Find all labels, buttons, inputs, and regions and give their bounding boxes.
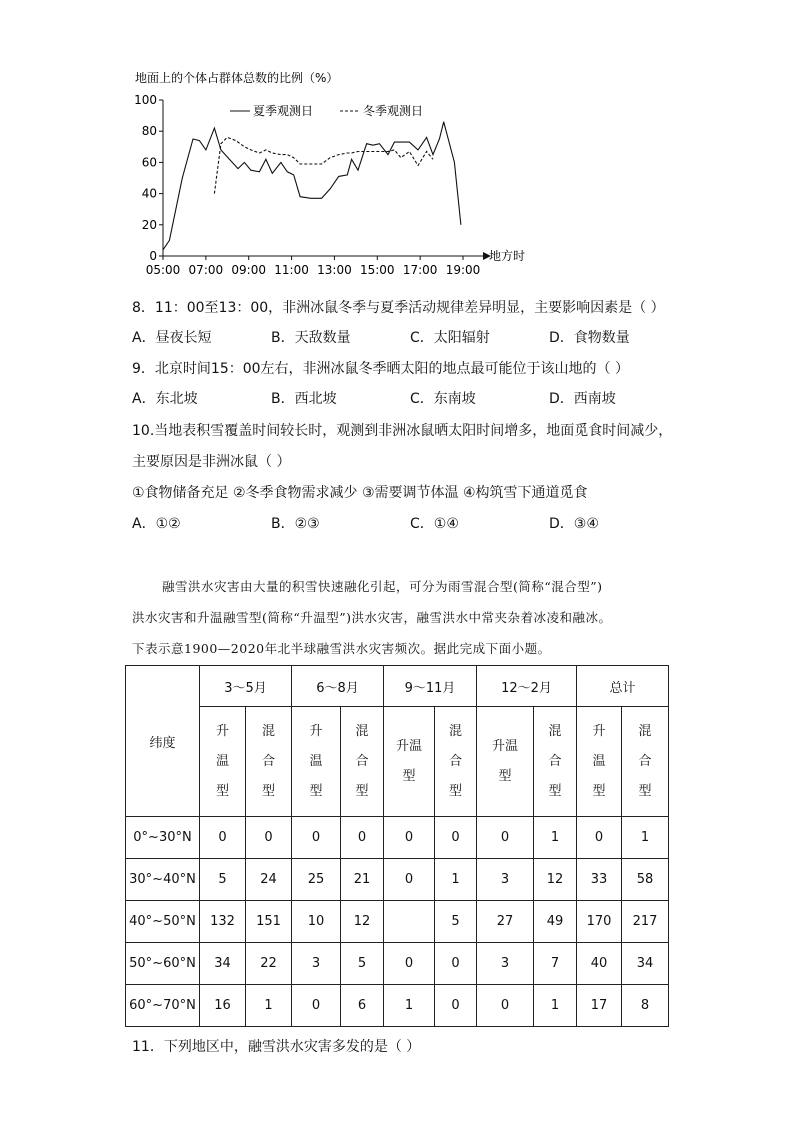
table-cell: 16 [200, 985, 246, 1027]
question-9-option-d[interactable]: D．西南坡 [549, 391, 616, 407]
table-cell: 0 [577, 817, 622, 859]
table-row [126, 901, 669, 943]
table-cell: 5 [435, 901, 477, 943]
question-8-option-a[interactable]: A．昼夜长短 [132, 330, 212, 346]
x-tick-label: 05:00 [145, 263, 181, 277]
table-cell: 1 [384, 985, 435, 1027]
question-10-option-d[interactable]: D．③④ [549, 516, 599, 532]
x-tick-label: 15:00 [359, 263, 395, 277]
table-cell: 0 [477, 817, 534, 859]
table-cell: 151 [246, 901, 292, 943]
table-cell: 6 [341, 985, 384, 1027]
table-cell: 27 [477, 901, 534, 943]
table-type-header: 升温型 [577, 707, 622, 817]
question-8-option-b[interactable]: B．天敌数量 [271, 330, 351, 346]
question-9-stem: 9．北京时间15：00左右，非洲冰鼠冬季晒太阳的地点最可能位于该山地的（ ） [132, 361, 629, 377]
x-tick-label: 13:00 [317, 263, 352, 277]
table-season-autumn: 9～11月 [384, 666, 477, 707]
table-cell: 0 [341, 817, 384, 859]
table-type-header: 升温型 [292, 707, 341, 817]
question-8-stem: 8．11：00至13：00，非洲冰鼠冬季与夏季活动规律差异明显，主要影响因素是（ ） [132, 300, 665, 316]
table-cell: 0 [246, 817, 292, 859]
table-row-latitude: 40°~50°N [126, 901, 200, 943]
question-9-option-c[interactable]: C．东南坡 [410, 391, 476, 407]
table-cell: 21 [341, 859, 384, 901]
question-10-stem-line1: 10.当地表积雪覆盖时间较长时，观测到非洲冰鼠晒太阳时间增多，地面觅食时间减少， [132, 423, 673, 439]
table-cell: 0 [200, 817, 246, 859]
table-cell: 0 [435, 943, 477, 985]
table-cell: 1 [534, 817, 577, 859]
table-cell: 12 [534, 859, 577, 901]
table-cell: 0 [435, 817, 477, 859]
x-tick-label: 11:00 [274, 263, 309, 277]
passage-line-1: 融雪洪水灾害由大量的积雪快速融化引起，可分为雨雪混合型(简称“混合型”) [162, 579, 603, 594]
table-row-latitude: 50°~60°N [126, 943, 200, 985]
table-cell: 7 [534, 943, 577, 985]
table-row [126, 943, 669, 985]
question-8-option-c[interactable]: C．太阳辐射 [410, 330, 490, 346]
chart-x-axis-title: 地方时 [489, 249, 526, 263]
table-type-header: 升温型 [384, 707, 435, 817]
passage-line-3: 下表示意1900—2020年北半球融雪洪水灾害频次。据此完成下面小题。 [132, 641, 551, 656]
table-type-header: 升温型 [200, 707, 246, 817]
y-tick-label: 100 [134, 93, 157, 107]
table-type-header: 混合型 [246, 707, 292, 817]
table-season-total: 总计 [577, 666, 669, 707]
table-cell: 217 [622, 901, 669, 943]
table-cell: 0 [384, 859, 435, 901]
table-corner-latitude: 纬度 [126, 666, 200, 817]
summer-series-line [163, 122, 461, 250]
question-11-stem: 11．下列地区中，融雪洪水灾害多发的是（ ） [132, 1039, 421, 1055]
x-tick-label: 07:00 [188, 263, 224, 277]
table-cell: 0 [292, 985, 341, 1027]
table-row [126, 985, 669, 1027]
legend-summer-label: 夏季观测日 [253, 104, 314, 118]
table-cell: 1 [246, 985, 292, 1027]
table-cell: 0 [384, 943, 435, 985]
table-cell: 1 [435, 859, 477, 901]
table-cell: 3 [477, 859, 534, 901]
table-row-latitude: 0°~30°N [126, 817, 200, 859]
table-cell: 0 [384, 817, 435, 859]
table-cell: 3 [292, 943, 341, 985]
x-tick-label: 19:00 [445, 263, 481, 277]
table-cell: 0 [477, 985, 534, 1027]
table-cell: 5 [200, 859, 246, 901]
table-type-header: 混合型 [534, 707, 577, 817]
table-row-latitude: 60°~70°N [126, 985, 200, 1027]
table-cell: 5 [341, 943, 384, 985]
x-tick-label: 09:00 [231, 263, 267, 277]
table-cell: 8 [622, 985, 669, 1027]
table-type-header: 混合型 [435, 707, 477, 817]
table-type-header: 混合型 [341, 707, 384, 817]
activity-line-chart [0, 0, 794, 290]
table-cell: 10 [292, 901, 341, 943]
table-cell: 132 [200, 901, 246, 943]
question-9-option-a[interactable]: A．东北坡 [132, 391, 198, 407]
y-tick-label: 80 [141, 124, 157, 139]
question-9-option-b[interactable]: B．西北坡 [271, 391, 337, 407]
table-row-latitude: 30°~40°N [126, 859, 200, 901]
x-tick-label: 17:00 [402, 263, 438, 277]
table-type-header: 升温型 [477, 707, 534, 817]
question-10-stem-line2: 主要原因是非洲冰鼠（ ） [132, 454, 291, 470]
table-season-winter: 12～2月 [477, 666, 577, 707]
table-cell: 33 [577, 859, 622, 901]
question-8-option-d[interactable]: D．食物数量 [549, 330, 630, 346]
table-cell: 25 [292, 859, 341, 901]
table-cell [384, 901, 435, 943]
table-cell: 24 [246, 859, 292, 901]
flood-frequency-table [125, 665, 669, 1027]
table-cell: 49 [534, 901, 577, 943]
table-cell: 170 [577, 901, 622, 943]
table-type-header: 混合型 [622, 707, 669, 817]
y-tick-label: 20 [141, 217, 157, 232]
question-10-option-a[interactable]: A．①② [132, 516, 181, 532]
legend-winter-label: 冬季观测日 [363, 104, 424, 118]
table-cell: 22 [246, 943, 292, 985]
table-cell: 1 [622, 817, 669, 859]
question-10-items: ①食物储备充足 ②冬季食物需求减少 ③需要调节体温 ④构筑雪下通道觅食 [132, 485, 588, 501]
table-cell: 58 [622, 859, 669, 901]
table-cell: 12 [341, 901, 384, 943]
table-cell: 0 [292, 817, 341, 859]
table-cell: 34 [200, 943, 246, 985]
table-row [126, 859, 669, 901]
y-tick-label: 40 [141, 186, 157, 201]
table-cell: 1 [534, 985, 577, 1027]
table-cell: 34 [622, 943, 669, 985]
y-tick-label: 60 [141, 155, 157, 170]
chart-y-axis-title: 地面上的个体占群体总数的比例（%） [135, 71, 339, 85]
question-10-option-b[interactable]: B．②③ [271, 516, 320, 532]
table-cell: 3 [477, 943, 534, 985]
table-cell: 0 [435, 985, 477, 1027]
passage-line-2: 洪水灾害和升温融雪型(简称“升温型”)洪水灾害，融雪洪水中常夹杂着冰凌和融冰。 [132, 610, 612, 625]
table-cell: 40 [577, 943, 622, 985]
table-cell: 17 [577, 985, 622, 1027]
question-10-option-c[interactable]: C．①④ [410, 516, 459, 532]
y-tick-label: 0 [149, 249, 157, 263]
table-season-spring: 3～5月 [200, 666, 292, 707]
table-season-summer: 6～8月 [292, 666, 384, 707]
table-row [126, 817, 669, 859]
